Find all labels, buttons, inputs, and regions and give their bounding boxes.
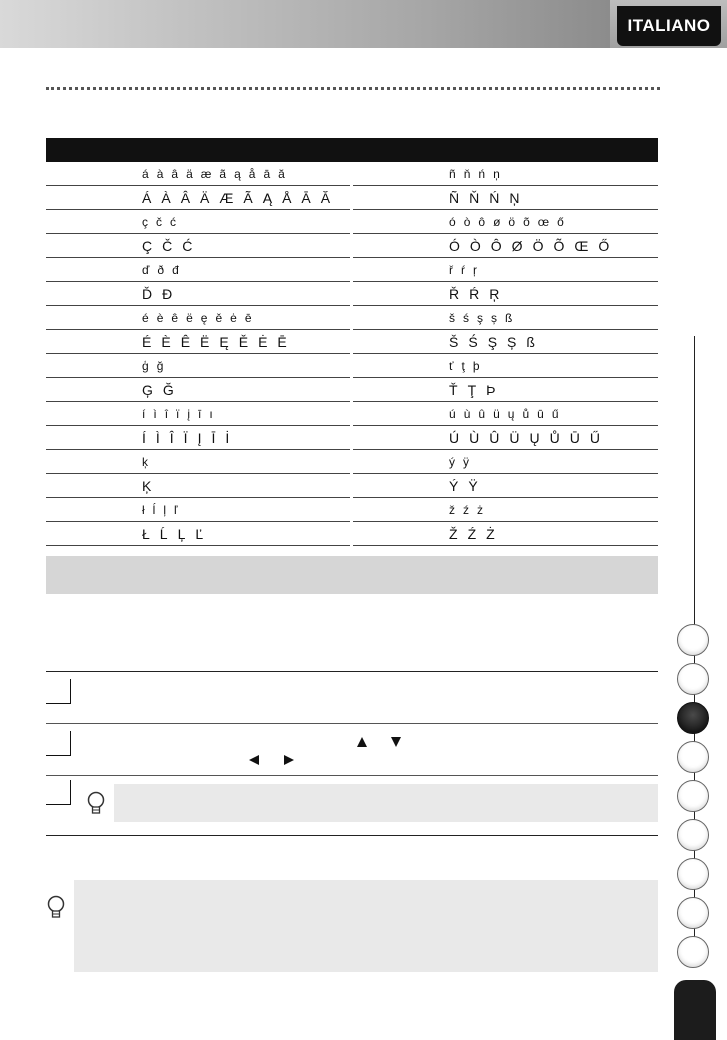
dotted-section-divider xyxy=(46,87,660,90)
accented-chars-cell xyxy=(445,450,658,474)
accented-char: Ą xyxy=(262,189,273,206)
accented-chars-cell xyxy=(445,498,658,522)
accented-char: Þ xyxy=(486,381,496,398)
accented-char: ş xyxy=(477,310,483,325)
accented-char: ņ xyxy=(493,166,500,181)
accented-chars-cell xyxy=(138,498,350,522)
base-letter-cell xyxy=(353,306,445,330)
accented-char: ă xyxy=(278,166,285,181)
accented-char: ß xyxy=(505,310,513,325)
accented-char: Ā xyxy=(301,189,311,206)
base-letter-cell xyxy=(353,282,445,306)
base-letter-cell xyxy=(46,330,138,354)
accented-chars-cell xyxy=(445,258,658,282)
accented-char: Ś xyxy=(468,333,478,350)
accented-char: ô xyxy=(478,214,486,229)
accented-char: ì xyxy=(153,406,157,421)
accented-char: Í xyxy=(142,429,146,446)
chapter-circle[interactable] xyxy=(677,819,709,851)
triangle-left-icon xyxy=(248,754,260,766)
base-letter-cell xyxy=(46,258,138,282)
base-letter-cell xyxy=(46,282,138,306)
accented-char: ň xyxy=(463,166,471,181)
base-letter-cell xyxy=(353,402,445,426)
accented-char: ŕ xyxy=(461,262,465,277)
base-letter-cell xyxy=(353,522,445,546)
accented-char: õ xyxy=(523,214,530,229)
accented-char: Ü xyxy=(509,429,520,446)
base-letter-cell xyxy=(46,306,138,330)
accented-char: á xyxy=(142,166,149,181)
accented-chars-cell xyxy=(445,186,658,210)
accented-char: å xyxy=(248,166,256,181)
accented-char: ÿ xyxy=(463,454,469,469)
accented-char: ą xyxy=(234,166,241,181)
accented-char: Ñ xyxy=(449,189,460,206)
accented-char: Ď xyxy=(142,285,153,302)
accented-char: ő xyxy=(557,214,564,229)
accented-char: Đ xyxy=(162,285,173,302)
accented-char: Ź xyxy=(467,525,477,542)
base-letter-cell xyxy=(46,522,138,546)
accented-char: Ě xyxy=(238,333,249,350)
accented-char: ľ xyxy=(174,502,178,517)
accented-char: š xyxy=(449,310,455,325)
accented-char: Ň xyxy=(469,189,480,206)
tip-note-box xyxy=(114,784,658,822)
chapter-circle[interactable] xyxy=(677,741,709,773)
accented-char: Į xyxy=(197,429,202,446)
accented-chars-cell xyxy=(138,378,350,402)
accented-char: Ă xyxy=(320,189,331,206)
base-letter-cell xyxy=(46,186,138,210)
accented-char: à xyxy=(156,166,164,181)
base-letter-cell xyxy=(46,162,138,186)
accented-char: ė xyxy=(230,310,237,325)
accented-char: ș xyxy=(491,310,497,325)
accented-char: Ë xyxy=(200,333,210,350)
accented-char: í xyxy=(142,406,146,421)
accented-char: Ū xyxy=(569,429,580,446)
table-header-cell xyxy=(138,138,350,162)
step-3-marker xyxy=(46,780,71,805)
section-heading-band xyxy=(46,556,658,594)
accented-characters-table xyxy=(46,138,658,546)
accented-char: Ļ xyxy=(177,525,186,542)
accented-chars-cell xyxy=(445,402,658,426)
accented-char: ē xyxy=(244,310,252,325)
base-letter-cell xyxy=(353,378,445,402)
accented-chars-cell xyxy=(138,402,350,426)
steps-top-rule xyxy=(46,671,658,672)
accented-chars-cell xyxy=(138,186,350,210)
accented-chars-cell xyxy=(445,522,658,546)
base-letter-cell xyxy=(353,450,445,474)
table-body xyxy=(46,162,658,546)
base-letter-cell xyxy=(46,234,138,258)
accented-chars-cell xyxy=(445,306,658,330)
table-row xyxy=(46,450,658,474)
accented-char: İ xyxy=(225,429,230,446)
accented-chars-cell xyxy=(445,426,658,450)
base-letter-cell xyxy=(46,498,138,522)
accented-chars-cell xyxy=(445,354,658,378)
accented-char: ř xyxy=(449,262,453,277)
accented-char: ú xyxy=(449,406,456,421)
accented-char: Ţ xyxy=(467,381,477,398)
table-row xyxy=(46,378,658,402)
accented-char: Å xyxy=(282,189,292,206)
table-row xyxy=(46,474,658,498)
accented-char: Ę xyxy=(219,333,229,350)
accented-chars-cell xyxy=(138,234,350,258)
accented-char: į xyxy=(187,406,191,421)
accented-char: ī xyxy=(198,406,202,421)
step-divider xyxy=(46,723,658,724)
accented-chars-cell xyxy=(138,330,350,354)
table-row xyxy=(46,426,658,450)
step-1-marker xyxy=(46,679,71,704)
accented-char: Ē xyxy=(277,333,287,350)
step-divider xyxy=(46,775,658,776)
accented-char: ć xyxy=(170,214,176,229)
accented-char: Ø xyxy=(511,237,523,254)
table-row xyxy=(46,330,658,354)
base-letter-cell xyxy=(46,378,138,402)
accented-char: À xyxy=(161,189,171,206)
accented-char: ã xyxy=(219,166,227,181)
table-header-cell xyxy=(353,138,445,162)
step-2-marker xyxy=(46,731,71,756)
accented-char: Ç xyxy=(142,237,153,254)
table-header-cell xyxy=(445,138,658,162)
triangle-right-icon xyxy=(283,754,295,766)
accented-char: Ľ xyxy=(195,525,204,542)
accented-char: ţ xyxy=(461,358,465,373)
accented-char: Ã xyxy=(243,189,253,206)
base-letter-cell xyxy=(46,426,138,450)
accented-char: ļ xyxy=(163,502,167,517)
accented-char: œ xyxy=(537,214,550,229)
accented-char: č xyxy=(156,214,162,229)
accented-char: û xyxy=(478,406,486,421)
table-row xyxy=(46,210,658,234)
accented-char: Ÿ xyxy=(468,477,478,494)
header-sheen xyxy=(0,0,610,48)
accented-char: ď xyxy=(142,262,150,277)
accented-char: ò xyxy=(463,214,471,229)
base-letter-cell xyxy=(46,402,138,426)
accented-chars-cell xyxy=(445,162,658,186)
chapter-circle[interactable] xyxy=(677,780,709,812)
accented-char: ý xyxy=(449,454,455,469)
accented-char: Û xyxy=(489,429,500,446)
base-letter-cell xyxy=(353,258,445,282)
accented-chars-cell xyxy=(445,378,658,402)
accented-chars-cell xyxy=(138,282,350,306)
accented-char: Î xyxy=(169,429,174,446)
accented-char: Ł xyxy=(142,525,150,542)
accented-char: Ž xyxy=(449,525,458,542)
accented-char: Ť xyxy=(449,381,458,398)
accented-char: Ż xyxy=(486,525,495,542)
accented-char: Ņ xyxy=(509,189,520,206)
accented-char: Ń xyxy=(489,189,500,206)
accented-chars-cell xyxy=(445,234,658,258)
accented-char: Ģ xyxy=(142,381,153,398)
accented-chars-cell xyxy=(445,474,658,498)
accented-char: Ķ xyxy=(142,477,152,494)
accented-char: Č xyxy=(162,237,173,254)
table-row xyxy=(46,186,658,210)
chapter-circle[interactable] xyxy=(677,663,709,695)
accented-char: Ý xyxy=(449,477,459,494)
base-letter-cell xyxy=(353,426,445,450)
accented-chars-cell xyxy=(138,162,350,186)
accented-char: Á xyxy=(142,189,152,206)
accented-char: ě xyxy=(215,310,223,325)
accented-char: Ä xyxy=(200,189,210,206)
accented-char: ā xyxy=(263,166,271,181)
accented-char: Ů xyxy=(549,429,560,446)
accented-chars-cell xyxy=(138,522,350,546)
accented-chars-cell xyxy=(138,450,350,474)
language-tab[interactable]: ITALIANO xyxy=(617,6,721,46)
accented-char: ð xyxy=(157,262,165,277)
accented-char: è xyxy=(156,310,164,325)
table-row xyxy=(46,306,658,330)
table-row xyxy=(46,234,658,258)
base-letter-cell xyxy=(353,162,445,186)
accented-char: Ć xyxy=(182,237,193,254)
accented-char: ä xyxy=(186,166,193,181)
accented-char: ķ xyxy=(142,454,148,469)
chapter-circle[interactable] xyxy=(677,858,709,890)
steps-bottom-rule xyxy=(46,835,658,836)
accented-char: ł xyxy=(142,502,145,517)
note-box xyxy=(74,880,658,972)
accented-char: Ė xyxy=(258,333,268,350)
accented-chars-cell xyxy=(138,426,350,450)
accented-char: þ xyxy=(472,358,480,373)
table-row xyxy=(46,282,658,306)
accented-char: È xyxy=(161,333,171,350)
table-row xyxy=(46,162,658,186)
base-letter-cell xyxy=(46,210,138,234)
accented-char: ı xyxy=(209,406,213,421)
page-number-tab xyxy=(674,980,716,1040)
accented-char: ü xyxy=(493,406,500,421)
accented-char: Õ xyxy=(553,237,565,254)
table-row xyxy=(46,522,658,546)
accented-char: Ř xyxy=(449,285,460,302)
accented-char: Ò xyxy=(469,237,481,254)
accented-char: Ï xyxy=(183,429,188,446)
table-row xyxy=(46,258,658,282)
base-letter-cell xyxy=(353,474,445,498)
base-letter-cell xyxy=(353,354,445,378)
accented-char: ů xyxy=(522,406,530,421)
accented-char: Â xyxy=(180,189,191,206)
accented-char: ù xyxy=(463,406,471,421)
accented-char: É xyxy=(142,333,152,350)
base-letter-cell xyxy=(353,186,445,210)
accented-char: ĺ xyxy=(152,502,156,517)
accented-chars-cell xyxy=(445,210,658,234)
base-letter-cell xyxy=(353,498,445,522)
accented-char: Ő xyxy=(598,237,610,254)
accented-chars-cell xyxy=(138,354,350,378)
accented-char: ê xyxy=(171,310,179,325)
base-letter-cell xyxy=(46,354,138,378)
accented-char: î xyxy=(164,406,169,421)
accented-char: Ş xyxy=(487,333,498,350)
triangle-up-icon xyxy=(356,736,368,748)
accented-char: Ī xyxy=(211,429,216,446)
accented-char: Ö xyxy=(532,237,544,254)
accented-char: ť xyxy=(449,358,454,373)
chapter-circle[interactable] xyxy=(677,936,709,968)
chapter-circle[interactable] xyxy=(677,624,709,656)
accented-char: ę xyxy=(200,310,208,325)
accented-char: Ű xyxy=(589,429,600,446)
accented-char: â xyxy=(171,166,179,181)
accented-chars-cell xyxy=(138,258,350,282)
lightbulb-icon xyxy=(86,790,106,818)
accented-char: Ŗ xyxy=(489,285,500,302)
base-letter-cell xyxy=(353,330,445,354)
base-letter-cell xyxy=(46,450,138,474)
accented-char: é xyxy=(142,310,149,325)
accented-chars-cell xyxy=(138,210,350,234)
accented-char: Ì xyxy=(155,429,160,446)
table-row xyxy=(46,402,658,426)
table-row xyxy=(46,354,658,378)
accented-char: ç xyxy=(142,214,148,229)
accented-chars-cell xyxy=(138,306,350,330)
accented-char: ģ xyxy=(142,358,149,373)
accented-char: æ xyxy=(200,166,212,181)
accented-char: ï xyxy=(176,406,180,421)
chapter-circle[interactable] xyxy=(677,702,709,734)
accented-char: ś xyxy=(463,310,469,325)
accented-char: Æ xyxy=(219,189,234,206)
accented-chars-cell xyxy=(445,282,658,306)
accented-char: Ĺ xyxy=(159,525,168,542)
accented-char: ž xyxy=(449,502,455,517)
table-header-row xyxy=(46,138,658,162)
accented-char: ë xyxy=(186,310,193,325)
accented-char: Ų xyxy=(529,429,540,446)
accented-char: Ô xyxy=(490,237,502,254)
lightbulb-icon xyxy=(46,894,66,922)
accented-char: ń xyxy=(478,166,486,181)
accented-char: Ù xyxy=(469,429,480,446)
accented-char: ź xyxy=(463,502,469,517)
accented-char: Ğ xyxy=(162,381,174,398)
accented-char: Ó xyxy=(449,237,460,254)
accented-char: Œ xyxy=(574,237,589,254)
accented-char: ű xyxy=(551,406,559,421)
accented-char: đ xyxy=(172,262,179,277)
accented-char: ñ xyxy=(449,166,456,181)
accented-char: ų xyxy=(507,406,515,421)
accented-chars-cell xyxy=(445,330,658,354)
accented-char: Ș xyxy=(507,333,517,350)
accented-char: ø xyxy=(493,214,501,229)
base-letter-cell xyxy=(353,234,445,258)
base-letter-cell xyxy=(353,210,445,234)
table-header-cell xyxy=(46,138,138,162)
accented-chars-cell xyxy=(138,474,350,498)
accented-char: ö xyxy=(508,214,516,229)
table-row xyxy=(46,498,658,522)
accented-char: Ê xyxy=(180,333,191,350)
header-band xyxy=(0,0,727,48)
accented-char: Ŕ xyxy=(469,285,480,302)
triangle-down-icon xyxy=(390,736,402,748)
accented-char: ż xyxy=(477,502,483,517)
accented-char: ŗ xyxy=(473,262,477,277)
accented-char: ß xyxy=(526,333,535,350)
chapter-circle[interactable] xyxy=(677,897,709,929)
accented-char: ğ xyxy=(156,358,164,373)
accented-char: Ú xyxy=(449,429,460,446)
accented-char: ó xyxy=(449,214,456,229)
accented-char: ū xyxy=(537,406,544,421)
accented-char: Š xyxy=(449,333,459,350)
base-letter-cell xyxy=(46,474,138,498)
